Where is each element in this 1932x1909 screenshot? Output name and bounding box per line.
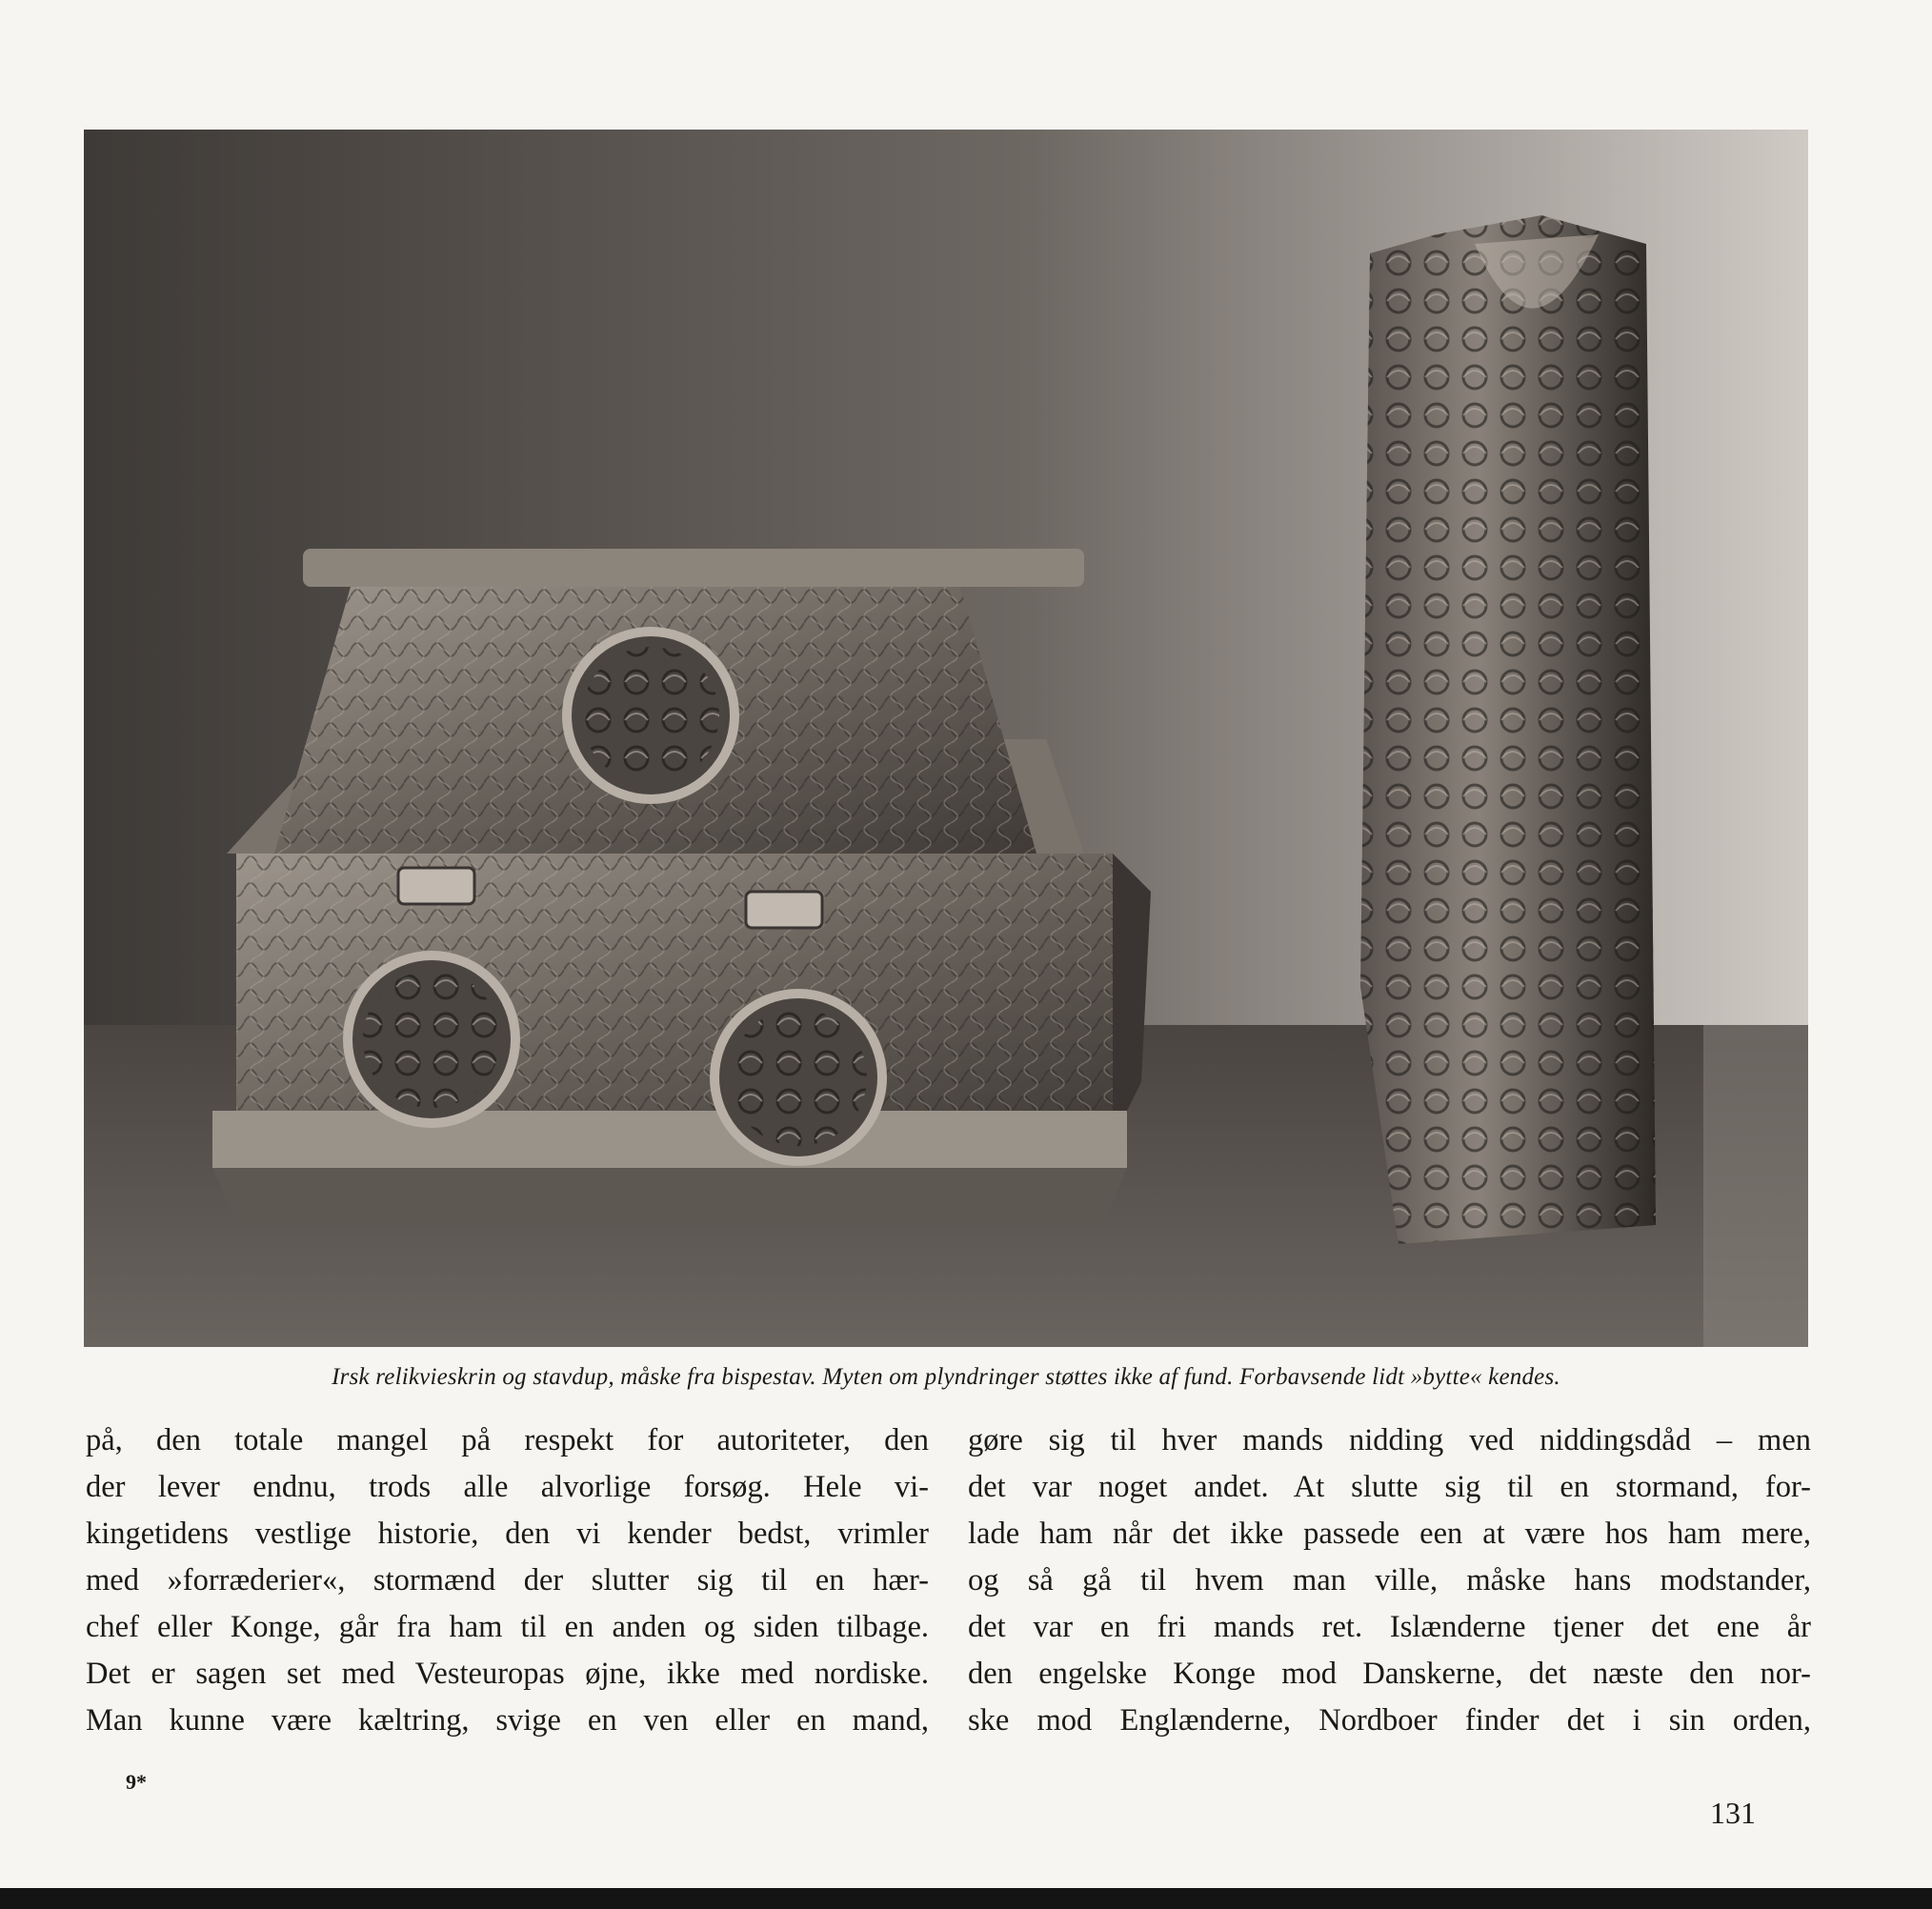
text-line: Det er sagen set med Vesteuropas øjne, ikke med nordiske. [86,1657,929,1691]
text-line: Man kunne være kæltring, svige en ven eller en mand, [86,1703,929,1738]
text-line: med »forræderier«, stormænd der slutter sig til en hær- [86,1563,929,1598]
text-line: på, den totale mangel på respekt for autoriteter, den [86,1423,929,1457]
text-line: ske mod Englænderne, Nordboer finder det i sin orden, [968,1703,1811,1738]
body-text-left-column [86,1417,929,1744]
printer-signature: 9* [126,1770,147,1794]
text-line: det var en fri mands ret. Islænderne tjener det ene år [968,1610,1811,1644]
figure-caption: Irsk relikvieskrin og stavdup, måske fra bispestav. Myten om plyndringer støttes ikke af fund. Forbavsende lidt »bytte« kendes. [332,1364,1560,1390]
text-line: kingetidens vestlige historie, den vi kender bedst, vrimler [86,1517,929,1551]
reliquary-illustration [84,130,1808,1347]
reliquary-photo [84,130,1808,1347]
text-line: der lever endnu, trods alle alvorlige forsøg. Hele vi- [86,1470,929,1504]
scan-edge [0,1888,1932,1909]
text-line: chef eller Konge, går fra ham til en anden og siden tilbage. [86,1610,929,1644]
text-line: og så gå til hvem man ville, måske hans modstander, [968,1563,1811,1598]
text-line: det var noget andet. At slutte sig til en stormand, for- [968,1470,1811,1504]
page-number: 131 [1710,1796,1756,1830]
body-text-right-column [968,1417,1811,1744]
text-line: gøre sig til hver mands nidding ved niddingsdåd – men [968,1423,1811,1457]
text-line: lade ham når det ikke passede een at være hos ham mere, [968,1517,1811,1551]
crozier-fragment [1360,215,1656,1244]
text-line: den engelske Konge mod Danskerne, det næste den nor- [968,1657,1811,1691]
